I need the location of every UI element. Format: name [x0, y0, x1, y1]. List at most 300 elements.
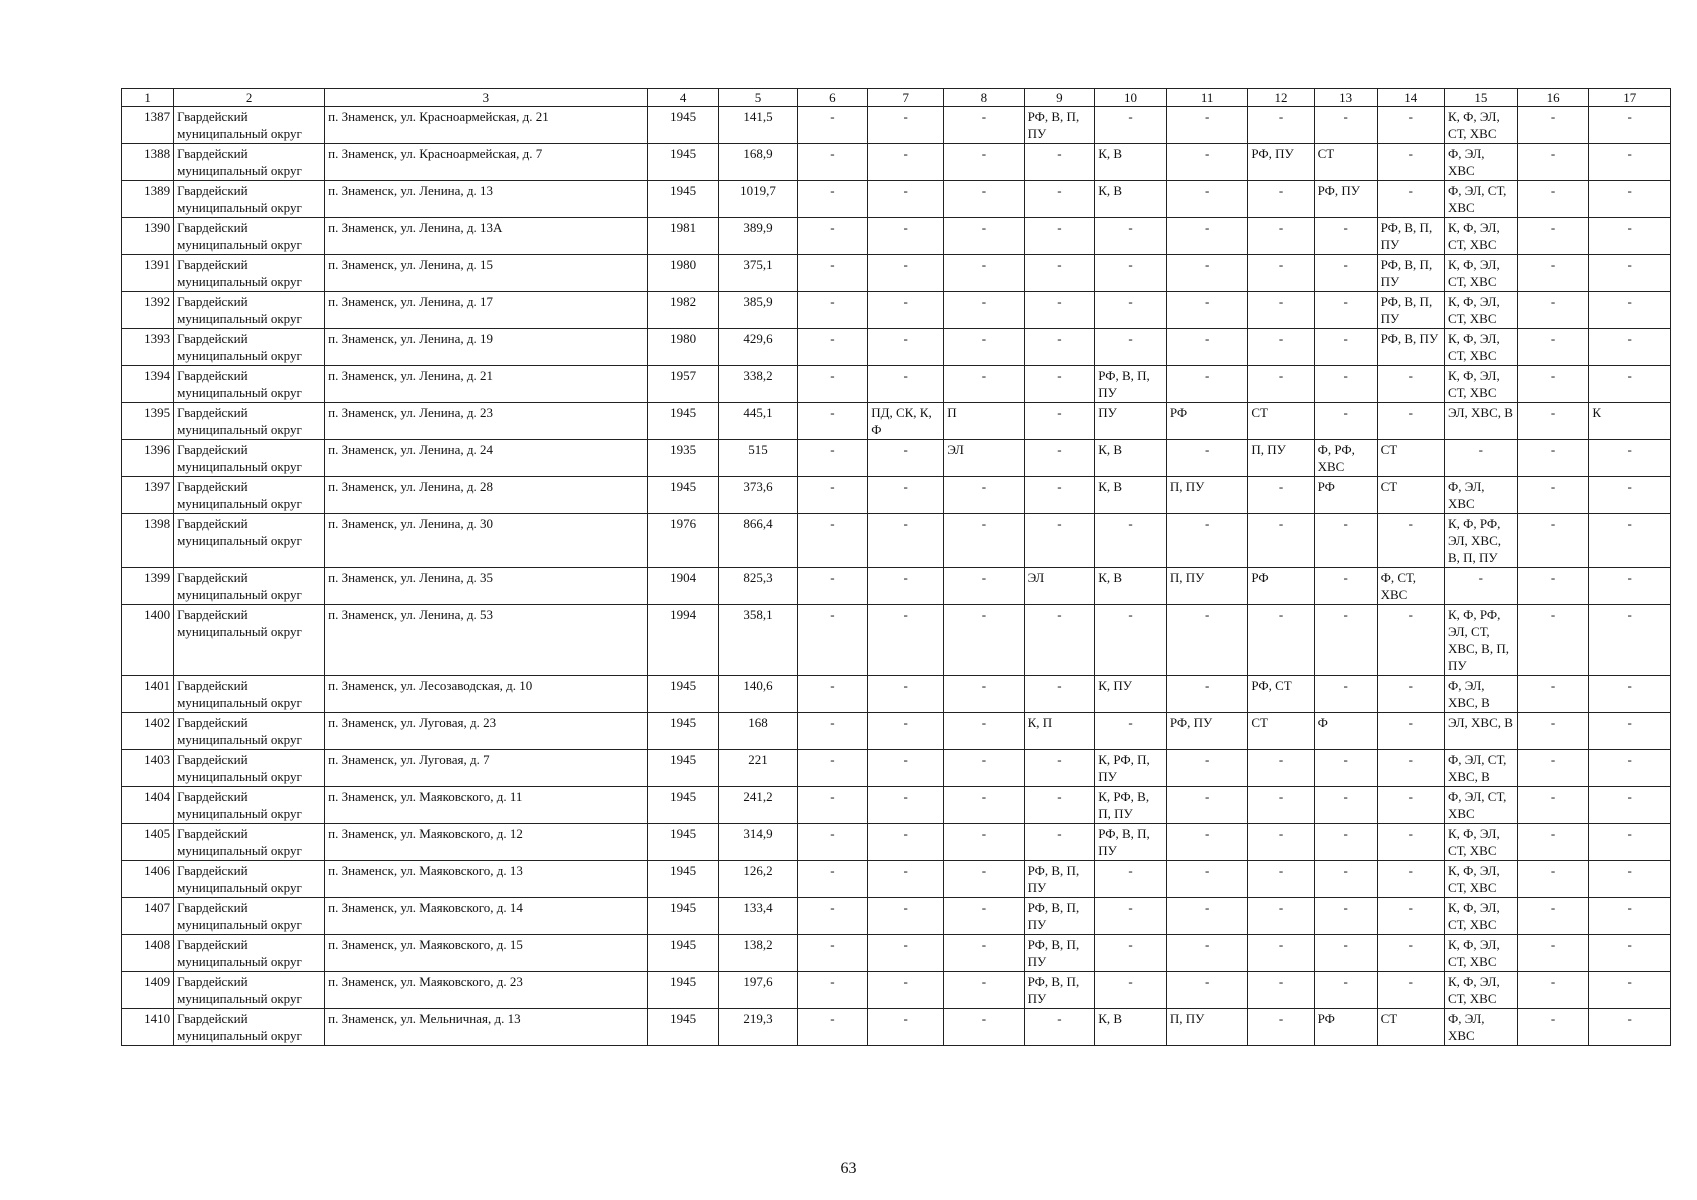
col-17-cell: -	[1589, 676, 1671, 713]
col-14-cell: -	[1377, 824, 1444, 861]
column-header-14: 14	[1377, 89, 1444, 107]
district-cell: Гвардейский муниципальный округ	[174, 713, 325, 750]
col-14-cell: РФ, В, П, ПУ	[1377, 218, 1444, 255]
col-11-cell: П, ПУ	[1166, 1009, 1247, 1046]
table-row	[122, 107, 1671, 144]
district-cell: Гвардейский муниципальный округ	[174, 824, 325, 861]
col-11-cell: РФ	[1166, 403, 1247, 440]
col-7-cell: -	[868, 861, 944, 898]
col-15-cell: К, Ф, ЭЛ, СТ, ХВС	[1444, 218, 1517, 255]
column-header-7: 7	[868, 89, 944, 107]
district-cell: Гвардейский муниципальный округ	[174, 750, 325, 787]
col-17-cell: -	[1589, 861, 1671, 898]
col-14-cell: -	[1377, 787, 1444, 824]
col-10-cell: -	[1095, 292, 1167, 329]
col-16-cell: -	[1517, 605, 1589, 676]
district-cell: Гвардейский муниципальный округ	[174, 440, 325, 477]
col-16-cell: -	[1517, 255, 1589, 292]
row-number-cell: 1395	[122, 403, 174, 440]
column-header-13: 13	[1314, 89, 1377, 107]
col-10-cell: -	[1095, 605, 1167, 676]
col-13-cell: -	[1314, 605, 1377, 676]
col-14-cell: СТ	[1377, 440, 1444, 477]
col-13-cell: -	[1314, 972, 1377, 1009]
col-17-cell: -	[1589, 750, 1671, 787]
col-6-cell: -	[797, 366, 868, 403]
row-number-cell: 1406	[122, 861, 174, 898]
col-13-cell: -	[1314, 292, 1377, 329]
col-14-cell: -	[1377, 514, 1444, 568]
col-9-cell: -	[1024, 218, 1095, 255]
col-17-cell: -	[1589, 898, 1671, 935]
col-8-cell: -	[944, 568, 1024, 605]
district-cell: Гвардейский муниципальный округ	[174, 898, 325, 935]
col-14-cell: -	[1377, 403, 1444, 440]
col-8-cell: -	[944, 676, 1024, 713]
row-number-cell: 1408	[122, 935, 174, 972]
col-7-cell: -	[868, 255, 944, 292]
col-17-cell: -	[1589, 477, 1671, 514]
address-cell: п. Знаменск, ул. Лесозаводская, д. 10	[325, 676, 648, 713]
col-16-cell: -	[1517, 181, 1589, 218]
col-9-cell: -	[1024, 292, 1095, 329]
column-header-16: 16	[1517, 89, 1589, 107]
col-9-cell: -	[1024, 255, 1095, 292]
col-12-cell: -	[1248, 750, 1314, 787]
table-row	[122, 1009, 1671, 1046]
address-cell: п. Знаменск, ул. Ленина, д. 21	[325, 366, 648, 403]
col-16-cell: -	[1517, 366, 1589, 403]
area-cell: 140,6	[719, 676, 797, 713]
col-9-cell: -	[1024, 605, 1095, 676]
col-8-cell: -	[944, 218, 1024, 255]
col-8-cell: -	[944, 824, 1024, 861]
col-7-cell: -	[868, 218, 944, 255]
col-16-cell: -	[1517, 824, 1589, 861]
address-cell: п. Знаменск, ул. Ленина, д. 13А	[325, 218, 648, 255]
col-15-cell: К, Ф, ЭЛ, СТ, ХВС	[1444, 366, 1517, 403]
col-12-cell: -	[1248, 605, 1314, 676]
col-14-cell: Ф, СТ, ХВС	[1377, 568, 1444, 605]
col-8-cell: -	[944, 935, 1024, 972]
col-17-cell: -	[1589, 605, 1671, 676]
col-7-cell: -	[868, 787, 944, 824]
col-17-cell: -	[1589, 218, 1671, 255]
area-cell: 825,3	[719, 568, 797, 605]
col-12-cell: -	[1248, 329, 1314, 366]
col-7-cell: -	[868, 568, 944, 605]
col-7-cell: -	[868, 824, 944, 861]
col-13-cell: -	[1314, 750, 1377, 787]
row-number-cell: 1389	[122, 181, 174, 218]
col-15-cell: Ф, ЭЛ, ХВС	[1444, 144, 1517, 181]
area-cell: 138,2	[719, 935, 797, 972]
col-6-cell: -	[797, 972, 868, 1009]
col-9-cell: -	[1024, 824, 1095, 861]
district-cell: Гвардейский муниципальный округ	[174, 514, 325, 568]
col-13-cell: -	[1314, 366, 1377, 403]
col-14-cell: -	[1377, 713, 1444, 750]
district-cell: Гвардейский муниципальный округ	[174, 292, 325, 329]
row-number-cell: 1401	[122, 676, 174, 713]
col-6-cell: -	[797, 107, 868, 144]
area-cell: 375,1	[719, 255, 797, 292]
column-header-10: 10	[1095, 89, 1167, 107]
area-cell: 389,9	[719, 218, 797, 255]
district-cell: Гвардейский муниципальный округ	[174, 107, 325, 144]
col-6-cell: -	[797, 824, 868, 861]
col-9-cell: РФ, В, П, ПУ	[1024, 861, 1095, 898]
row-number-cell: 1393	[122, 329, 174, 366]
page-number: 63	[840, 1160, 857, 1177]
row-number-cell: 1399	[122, 568, 174, 605]
col-16-cell: -	[1517, 1009, 1589, 1046]
col-11-cell: -	[1166, 292, 1247, 329]
area-cell: 219,3	[719, 1009, 797, 1046]
col-6-cell: -	[797, 477, 868, 514]
col-7-cell: -	[868, 1009, 944, 1046]
col-10-cell: -	[1095, 255, 1167, 292]
col-12-cell: СТ	[1248, 713, 1314, 750]
col-6-cell: -	[797, 144, 868, 181]
col-11-cell: -	[1166, 824, 1247, 861]
col-14-cell: -	[1377, 972, 1444, 1009]
year-built-cell: 1957	[647, 366, 719, 403]
row-number-cell: 1388	[122, 144, 174, 181]
col-14-cell: -	[1377, 861, 1444, 898]
register-table	[121, 88, 1671, 1046]
area-cell: 126,2	[719, 861, 797, 898]
col-17-cell: -	[1589, 824, 1671, 861]
col-14-cell: РФ, В, П, ПУ	[1377, 292, 1444, 329]
district-cell: Гвардейский муниципальный округ	[174, 676, 325, 713]
district-cell: Гвардейский муниципальный округ	[174, 972, 325, 1009]
col-17-cell: -	[1589, 255, 1671, 292]
table-row	[122, 898, 1671, 935]
year-built-cell: 1945	[647, 403, 719, 440]
col-14-cell: -	[1377, 181, 1444, 218]
col-10-cell: К, ПУ	[1095, 676, 1167, 713]
col-11-cell: -	[1166, 144, 1247, 181]
col-12-cell: -	[1248, 861, 1314, 898]
col-7-cell: -	[868, 972, 944, 1009]
col-17-cell: -	[1589, 713, 1671, 750]
col-16-cell: -	[1517, 750, 1589, 787]
col-6-cell: -	[797, 676, 868, 713]
col-10-cell: К, В	[1095, 1009, 1167, 1046]
col-10-cell: -	[1095, 935, 1167, 972]
year-built-cell: 1945	[647, 824, 719, 861]
col-6-cell: -	[797, 750, 868, 787]
col-7-cell: -	[868, 181, 944, 218]
col-7-cell: -	[868, 144, 944, 181]
col-10-cell: К, В	[1095, 568, 1167, 605]
col-13-cell: -	[1314, 107, 1377, 144]
col-6-cell: -	[797, 898, 868, 935]
col-11-cell: -	[1166, 218, 1247, 255]
col-13-cell: -	[1314, 676, 1377, 713]
col-9-cell: РФ, В, П, ПУ	[1024, 898, 1095, 935]
col-15-cell: Ф, ЭЛ, СТ, ХВС	[1444, 787, 1517, 824]
district-cell: Гвардейский муниципальный округ	[174, 144, 325, 181]
col-12-cell: РФ, СТ	[1248, 676, 1314, 713]
district-cell: Гвардейский муниципальный округ	[174, 1009, 325, 1046]
row-number-cell: 1409	[122, 972, 174, 1009]
table-row	[122, 403, 1671, 440]
col-14-cell: СТ	[1377, 477, 1444, 514]
col-9-cell: -	[1024, 181, 1095, 218]
table-row	[122, 255, 1671, 292]
col-8-cell: ЭЛ	[944, 440, 1024, 477]
col-6-cell: -	[797, 935, 868, 972]
address-cell: п. Знаменск, ул. Луговая, д. 7	[325, 750, 648, 787]
column-header-1: 1	[122, 89, 174, 107]
area-cell: 197,6	[719, 972, 797, 1009]
col-16-cell: -	[1517, 440, 1589, 477]
col-13-cell: -	[1314, 329, 1377, 366]
col-9-cell: -	[1024, 676, 1095, 713]
year-built-cell: 1945	[647, 676, 719, 713]
col-15-cell: К, Ф, ЭЛ, СТ, ХВС	[1444, 107, 1517, 144]
col-10-cell: РФ, В, П, ПУ	[1095, 366, 1167, 403]
col-8-cell: -	[944, 787, 1024, 824]
col-13-cell: -	[1314, 935, 1377, 972]
area-cell: 221	[719, 750, 797, 787]
row-number-cell: 1391	[122, 255, 174, 292]
col-10-cell: -	[1095, 972, 1167, 1009]
district-cell: Гвардейский муниципальный округ	[174, 605, 325, 676]
table-row	[122, 676, 1671, 713]
col-10-cell: -	[1095, 218, 1167, 255]
col-17-cell: -	[1589, 972, 1671, 1009]
year-built-cell: 1945	[647, 750, 719, 787]
col-7-cell: -	[868, 713, 944, 750]
address-cell: п. Знаменск, ул. Ленина, д. 19	[325, 329, 648, 366]
col-15-cell: К, Ф, ЭЛ, СТ, ХВС	[1444, 972, 1517, 1009]
col-6-cell: -	[797, 1009, 868, 1046]
col-12-cell: -	[1248, 218, 1314, 255]
col-6-cell: -	[797, 292, 868, 329]
col-8-cell: -	[944, 366, 1024, 403]
col-8-cell: -	[944, 972, 1024, 1009]
col-8-cell: -	[944, 292, 1024, 329]
col-17-cell: К	[1589, 403, 1671, 440]
district-cell: Гвардейский муниципальный округ	[174, 181, 325, 218]
col-6-cell: -	[797, 329, 868, 366]
col-15-cell: -	[1444, 440, 1517, 477]
col-10-cell: -	[1095, 898, 1167, 935]
row-number-cell: 1387	[122, 107, 174, 144]
row-number-cell: 1400	[122, 605, 174, 676]
col-7-cell: -	[868, 750, 944, 787]
row-number-cell: 1407	[122, 898, 174, 935]
col-8-cell: -	[944, 750, 1024, 787]
row-number-cell: 1396	[122, 440, 174, 477]
row-number-cell: 1398	[122, 514, 174, 568]
col-16-cell: -	[1517, 403, 1589, 440]
district-cell: Гвардейский муниципальный округ	[174, 787, 325, 824]
address-cell: п. Знаменск, ул. Маяковского, д. 15	[325, 935, 648, 972]
col-11-cell: -	[1166, 935, 1247, 972]
column-number-header-row	[122, 89, 1671, 107]
column-header-6: 6	[797, 89, 868, 107]
col-11-cell: -	[1166, 366, 1247, 403]
col-6-cell: -	[797, 218, 868, 255]
area-cell: 515	[719, 440, 797, 477]
col-12-cell: -	[1248, 824, 1314, 861]
area-cell: 141,5	[719, 107, 797, 144]
col-16-cell: -	[1517, 787, 1589, 824]
column-header-5: 5	[719, 89, 797, 107]
col-6-cell: -	[797, 514, 868, 568]
col-9-cell: РФ, В, П, ПУ	[1024, 935, 1095, 972]
table-row	[122, 824, 1671, 861]
col-13-cell: -	[1314, 898, 1377, 935]
table-row	[122, 713, 1671, 750]
year-built-cell: 1945	[647, 787, 719, 824]
col-12-cell: -	[1248, 514, 1314, 568]
col-9-cell: -	[1024, 1009, 1095, 1046]
year-built-cell: 1980	[647, 255, 719, 292]
col-8-cell: -	[944, 255, 1024, 292]
col-10-cell: -	[1095, 713, 1167, 750]
col-6-cell: -	[797, 787, 868, 824]
area-cell: 429,6	[719, 329, 797, 366]
year-built-cell: 1980	[647, 329, 719, 366]
col-16-cell: -	[1517, 292, 1589, 329]
table-row	[122, 440, 1671, 477]
year-built-cell: 1994	[647, 605, 719, 676]
district-cell: Гвардейский муниципальный округ	[174, 403, 325, 440]
col-9-cell: РФ, В, П, ПУ	[1024, 107, 1095, 144]
col-8-cell: -	[944, 329, 1024, 366]
col-6-cell: -	[797, 605, 868, 676]
col-6-cell: -	[797, 861, 868, 898]
area-cell: 445,1	[719, 403, 797, 440]
year-built-cell: 1945	[647, 972, 719, 1009]
col-11-cell: -	[1166, 605, 1247, 676]
col-10-cell: К, РФ, П, ПУ	[1095, 750, 1167, 787]
address-cell: п. Знаменск, ул. Маяковского, д. 12	[325, 824, 648, 861]
table-row	[122, 787, 1671, 824]
col-17-cell: -	[1589, 787, 1671, 824]
col-16-cell: -	[1517, 218, 1589, 255]
col-9-cell: -	[1024, 514, 1095, 568]
col-9-cell: -	[1024, 366, 1095, 403]
col-9-cell: -	[1024, 440, 1095, 477]
col-11-cell: П, ПУ	[1166, 477, 1247, 514]
col-7-cell: -	[868, 292, 944, 329]
year-built-cell: 1982	[647, 292, 719, 329]
table-row	[122, 605, 1671, 676]
col-7-cell: -	[868, 107, 944, 144]
col-12-cell: СТ	[1248, 403, 1314, 440]
table-row	[122, 750, 1671, 787]
table-row	[122, 366, 1671, 403]
col-12-cell: -	[1248, 107, 1314, 144]
col-9-cell: ЭЛ	[1024, 568, 1095, 605]
col-15-cell: ЭЛ, ХВС, В	[1444, 403, 1517, 440]
district-cell: Гвардейский муниципальный округ	[174, 218, 325, 255]
col-11-cell: -	[1166, 181, 1247, 218]
col-8-cell: -	[944, 514, 1024, 568]
address-cell: п. Знаменск, ул. Маяковского, д. 23	[325, 972, 648, 1009]
col-7-cell: -	[868, 605, 944, 676]
col-12-cell: -	[1248, 787, 1314, 824]
col-16-cell: -	[1517, 107, 1589, 144]
col-6-cell: -	[797, 713, 868, 750]
col-15-cell: Ф, ЭЛ, ХВС	[1444, 477, 1517, 514]
col-6-cell: -	[797, 440, 868, 477]
address-cell: п. Знаменск, ул. Ленина, д. 17	[325, 292, 648, 329]
col-9-cell: -	[1024, 787, 1095, 824]
col-13-cell: -	[1314, 787, 1377, 824]
table-row	[122, 568, 1671, 605]
col-11-cell: -	[1166, 514, 1247, 568]
register-sheet	[121, 88, 1671, 1046]
column-header-2: 2	[174, 89, 325, 107]
area-cell: 241,2	[719, 787, 797, 824]
col-8-cell: -	[944, 107, 1024, 144]
col-14-cell: -	[1377, 935, 1444, 972]
col-17-cell: -	[1589, 292, 1671, 329]
col-11-cell: -	[1166, 329, 1247, 366]
column-header-17: 17	[1589, 89, 1671, 107]
address-cell: п. Знаменск, ул. Ленина, д. 15	[325, 255, 648, 292]
col-6-cell: -	[797, 568, 868, 605]
col-12-cell: РФ, ПУ	[1248, 144, 1314, 181]
col-13-cell: -	[1314, 218, 1377, 255]
col-13-cell: Ф	[1314, 713, 1377, 750]
col-15-cell: К, Ф, РФ, ЭЛ, ХВС, В, П, ПУ	[1444, 514, 1517, 568]
col-9-cell: РФ, В, П, ПУ	[1024, 972, 1095, 1009]
col-15-cell: К, Ф, ЭЛ, СТ, ХВС	[1444, 329, 1517, 366]
col-10-cell: К, В	[1095, 144, 1167, 181]
year-built-cell: 1945	[647, 861, 719, 898]
col-13-cell: -	[1314, 514, 1377, 568]
col-12-cell: П, ПУ	[1248, 440, 1314, 477]
area-cell: 314,9	[719, 824, 797, 861]
col-14-cell: СТ	[1377, 1009, 1444, 1046]
col-7-cell: -	[868, 676, 944, 713]
row-number-cell: 1410	[122, 1009, 174, 1046]
col-13-cell: -	[1314, 403, 1377, 440]
address-cell: п. Знаменск, ул. Маяковского, д. 13	[325, 861, 648, 898]
col-11-cell: -	[1166, 787, 1247, 824]
year-built-cell: 1945	[647, 898, 719, 935]
col-6-cell: -	[797, 181, 868, 218]
col-16-cell: -	[1517, 329, 1589, 366]
col-16-cell: -	[1517, 972, 1589, 1009]
row-number-cell: 1397	[122, 477, 174, 514]
year-built-cell: 1945	[647, 107, 719, 144]
col-17-cell: -	[1589, 366, 1671, 403]
col-9-cell: -	[1024, 750, 1095, 787]
col-12-cell: -	[1248, 181, 1314, 218]
area-cell: 358,1	[719, 605, 797, 676]
address-cell: п. Знаменск, ул. Ленина, д. 13	[325, 181, 648, 218]
col-17-cell: -	[1589, 144, 1671, 181]
col-7-cell: -	[868, 329, 944, 366]
col-11-cell: П, ПУ	[1166, 568, 1247, 605]
address-cell: п. Знаменск, ул. Луговая, д. 23	[325, 713, 648, 750]
col-10-cell: -	[1095, 329, 1167, 366]
table-row	[122, 935, 1671, 972]
col-8-cell: -	[944, 605, 1024, 676]
col-16-cell: -	[1517, 676, 1589, 713]
col-7-cell: -	[868, 366, 944, 403]
district-cell: Гвардейский муниципальный округ	[174, 366, 325, 403]
